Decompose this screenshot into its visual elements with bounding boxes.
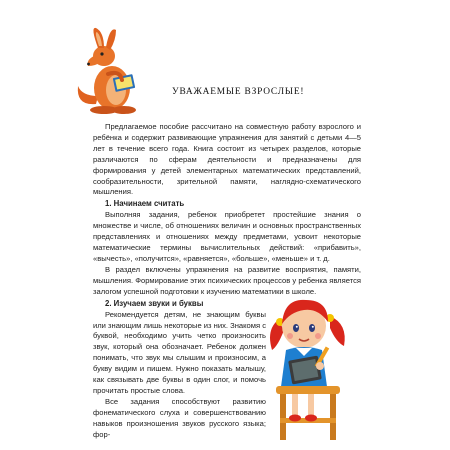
- intro-paragraph: Предлагаемое пособие рассчитано на совместную работу взрослого и ребёнка и содержит развивающие упражнения для занятий с детьми 4—5 лет в течение всего года. Книга состоит из четырех разделов, которые различаются по сферам деятельности и предназначены для формирования у детей элементарных математических представлений, сообразительности, зрительной памяти, наглядно-схематического мышления.: [93, 122, 361, 197]
- section-2-paragraph-2: Все задания способствуют развитию фонематического слуха и совершенствованию навыков произношения звуков русского языка; фор-: [93, 396, 266, 439]
- section-1-paragraph-2: В раздел включены упражнения на развитие восприятия, памяти, мышления. Формирование этих психических процессов у ребенка является залогом успешной подготовки к изучению математики в школе.: [93, 264, 361, 296]
- section-2-heading: 2. Изучаем звуки и буквы: [105, 298, 204, 308]
- kangaroo-with-book-icon: [74, 26, 154, 116]
- girl-with-red-pigtails-drawing-icon: [268, 290, 352, 446]
- section-1-heading: 1. Начинаем считать: [105, 199, 185, 209]
- section-1-paragraph-1: Выполняя задания, ребенок приобретет простейшие знания о множестве и числе, об отношениях величин и основных пространственных представлениях и отношениях между предметами, усвоит некоторые математические термины вычислительных действий: «прибавить», «вычесть», «получится», «равняется», «больше», «меньше» и т. д.: [93, 210, 361, 263]
- section-2-paragraph-1: Рекомендуется детям, не знающим буквы или знающим лишь некоторые из них. Знакомя с буквой, необходимо учить четко произносить звук, который она обозначает. Ребенок должен понимать, что звук мы слышим и произносим, а букву видим и пишем. Нужно показать малышу, как связывать две буквы в один слог, и помочь прочитать простые слова.: [93, 309, 266, 395]
- page-title: УВАЖАЕМЫЕ ВЗРОСЛЫЕ!: [172, 87, 305, 97]
